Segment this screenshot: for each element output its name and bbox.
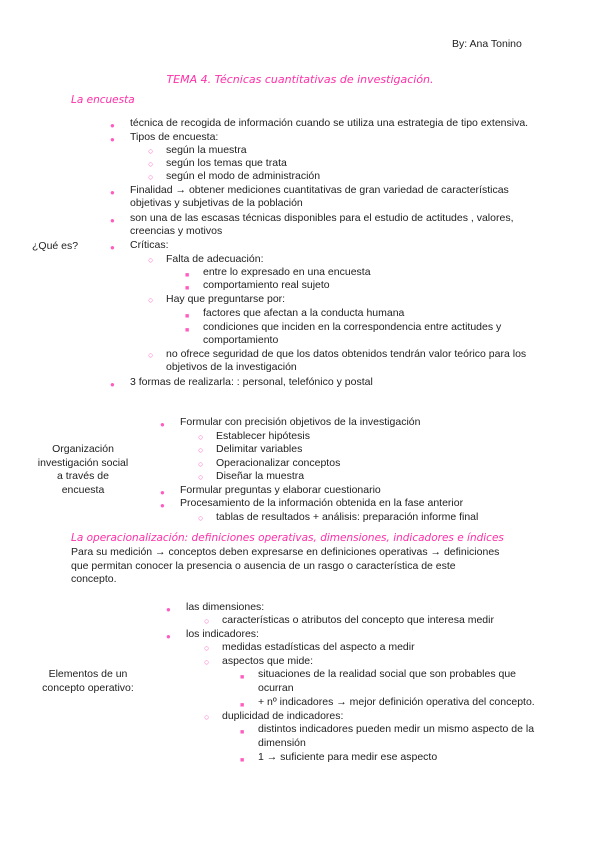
paragraph-line: que permitan conocer la presencia o ausencia de un rasgo o característica de este (71, 559, 456, 572)
list-item: ● los indicadores: (186, 628, 259, 642)
list-item: ■ entre lo expresado en una encuesta (203, 266, 371, 280)
list-item: ● las dimensiones: (186, 601, 264, 615)
section-heading-encuesta: La encuesta (71, 94, 135, 106)
side-label-line: investigación social (37, 456, 129, 469)
side-label-line: a través de (57, 470, 109, 482)
list-item-continuation: creencias y motivos (130, 225, 223, 237)
list-item: ○ Diseñar la muestra (216, 470, 304, 484)
list-item: ○ Hay que preguntarse por: (166, 293, 285, 307)
list-item-continuation: comportamiento (203, 334, 279, 346)
side-label-elementos (28, 668, 148, 695)
list-item: ○ características o atributos del concepto que interesa medir (222, 614, 494, 628)
list-item: ● Finalidad → obtener mediciones cuantitativas de gran variedad de características (130, 184, 509, 198)
list-item: ■ condiciones que inciden en la correspondencia entre actitudes y (203, 321, 501, 335)
author-label: By: Ana Tonino (452, 38, 522, 50)
side-label-organizacion (28, 443, 138, 497)
list-item: ○ aspectos que mide: (222, 655, 313, 669)
list-item: ○ Falta de adecuación: (166, 253, 263, 267)
section-heading-operacionalizacion: La operacionalización: definiciones operativas, dimensiones, indicadores e índices (71, 532, 504, 544)
list-item: ■ distintos indicadores pueden medir un mismo aspecto de la (258, 723, 534, 737)
list-item: ○ tablas de resultados + análisis: preparación informe final (216, 511, 478, 525)
list-item: ○ según el modo de administración (166, 170, 320, 184)
side-label-line: Elementos de un (48, 668, 128, 680)
list-item: ○ según la muestra (166, 144, 247, 158)
list-item: ○ Operacionalizar conceptos (216, 457, 340, 471)
list-item: ■ situaciones de la realidad social que son probables que (258, 668, 516, 682)
list-item: ● Procesamiento de la información obtenida en la fase anterior (180, 497, 463, 511)
list-item: ○ Establecer hipótesis (216, 430, 310, 444)
list-item-continuation: ocurran (258, 682, 294, 694)
side-label-line: Organización (52, 443, 114, 455)
side-label-que-es: ¿Qué es? (32, 240, 79, 252)
page-title: TEMA 4. Técnicas cuantitativas de investigación. (166, 73, 434, 86)
list-item: ● Formular con precisión objetivos de la investigación (180, 416, 420, 430)
list-item: ○ Delimitar variables (216, 443, 302, 457)
list-item: ○ según los temas que trata (166, 157, 287, 171)
list-item: ■ 1 → suficiente para medir ese aspecto (258, 751, 437, 765)
list-item: ○ no ofrece seguridad de que los datos obtenidos tendrán valor teórico para los (166, 348, 526, 362)
list-item: ● Tipos de encuesta: (130, 131, 218, 145)
intro-paragraph (71, 546, 541, 587)
side-label-line: encuesta (61, 483, 105, 496)
list-item: ● 3 formas de realizarla: : personal, telefónico y postal (130, 376, 373, 390)
side-label-line: concepto operativo: (42, 681, 134, 694)
list-item: ■ comportamiento real sujeto (203, 279, 330, 293)
list-item: ● Críticas: (130, 239, 169, 253)
list-item: ○ medidas estadísticas del aspecto a medir (222, 641, 415, 655)
list-item: ● técnica de recogida de información cuando se utiliza una estrategia de tipo extensiva. (130, 117, 528, 131)
list-item-continuation: objetivos de la investigación (166, 361, 297, 373)
list-item: ■ + nº indicadores → mejor definición operativa del concepto. (258, 696, 535, 710)
list-item-continuation: dimensión (258, 737, 306, 749)
paragraph-line: Para su medición → conceptos deben expresarse en definiciones operativas → definiciones (71, 546, 500, 558)
paragraph-line: concepto. (71, 573, 117, 585)
list-item: ● son una de las escasas técnicas disponibles para el estudio de actitudes , valores, (130, 212, 513, 226)
list-item: ○ duplicidad de indicadores: (222, 710, 343, 724)
list-item: ■ factores que afectan a la conducta humana (203, 307, 404, 321)
list-item-continuation: objetivas y subjetivas de la población (130, 197, 303, 209)
list-item: ● Formular preguntas y elaborar cuestionario (180, 484, 381, 498)
